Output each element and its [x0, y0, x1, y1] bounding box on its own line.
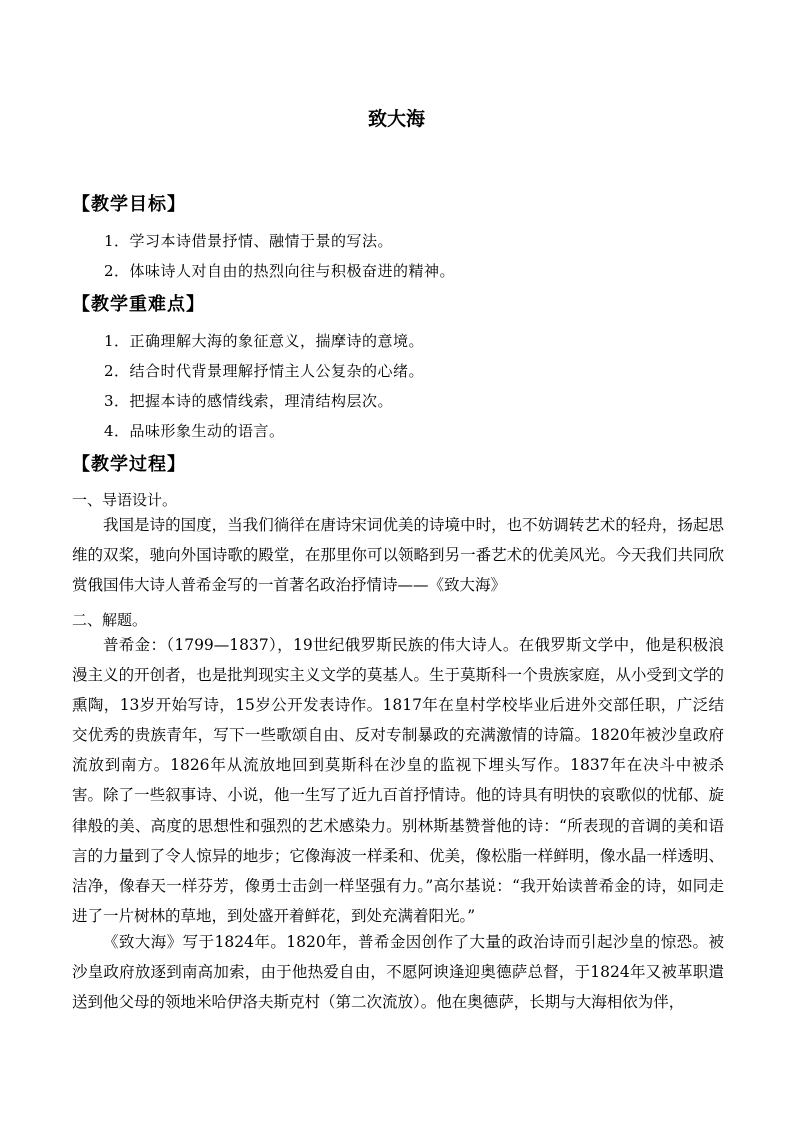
difficulty-item-4: 4．品味形象生动的语言。 — [104, 422, 285, 440]
teaching-process-heading: 【教学过程】 — [72, 454, 186, 475]
difficulty-item-1: 1．正确理解大海的象征意义，揣摩诗的意境。 — [104, 332, 425, 350]
goal-item-1: 1．学习本诗借景抒情、融情于景的写法。 — [104, 232, 394, 250]
goal-item-2: 2．体味诗人对自由的热烈向往与积极奋进的精神。 — [104, 262, 456, 280]
section-intro-design: 一、导语设计。 — [72, 491, 178, 509]
background-paragraph: 《致大海》写于1824年。1820年，普希金因创作了大量的政治诗而引起沙皇的惊恐。被沙皇政府放逐到南高加索，由于他热爱自由，不愿阿谀逢迎奥德萨总督，于1824年又被革职遣送到他父母的领地米哈伊洛夫斯克村（第二次流放）。他在奥德萨，长期与大海相依为伴， — [72, 933, 724, 1012]
biography-paragraph: 普希金：（1799—1837），19世纪俄罗斯民族的伟大诗人。在俄罗斯文学中，他是积极浪漫主义的开创者，也是批判现实主义文学的莫基人。生于莫斯科一个贵族家庭，从小受到文学的熏陶，13岁开始写诗，15岁公开发表诗作。1817年在皇村学校毕业后进外交部任职，广泛结交优秀的贵族青年，写下一些歌颂自由、反对专制暴政的充满激情的诗篇。1820年被沙皇政府流放到南方。1826年从流放地回到莫斯科在沙皇的监视下埋头写作。1837年在决斗中被杀害。除了一些叙事诗、小说，他一生写了近九百首抒情诗。他的诗具有明快的哀歌似的忧郁、旋律般的美、高度的思想性和强烈的艺术感染力。别林斯基赞誉他的诗：“所表现的音调的美和语言的力量到了令人惊异的地步；它像海波一样柔和、优美，像松脂一样鲜明，像水晶一样透明、洁净，像春天一样芬芳，像勇士击剑一样坚强有力。”高尔基说：“我开始读普希金的诗，如同走进了一片树林的草地，到处盛开着鲜花，到处充满着阳光。” — [72, 636, 724, 925]
teaching-goals-heading: 【教学目标】 — [72, 194, 186, 215]
difficulty-item-3: 3．把握本诗的感情线索，理清结构层次。 — [104, 392, 394, 410]
intro-paragraph: 我国是诗的国度，当我们徜徉在唐诗宋词优美的诗境中时，也不妨调转艺术的轻舟，扬起思维的双桨，驰向外国诗歌的殿堂，在那里你可以领略到另一番艺术的优美风光。今天我们共同欣赏俄国伟大诗人普希金写的一首著名政治抒情诗——《致大海》 — [72, 516, 724, 595]
difficulty-item-2: 2．结合时代背景理解抒情主人公复杂的心绪。 — [104, 362, 425, 380]
section-title-explanation: 二、解题。 — [72, 611, 148, 629]
page-title: 致大海 — [367, 108, 425, 130]
key-difficulties-heading: 【教学重难点】 — [72, 294, 205, 315]
